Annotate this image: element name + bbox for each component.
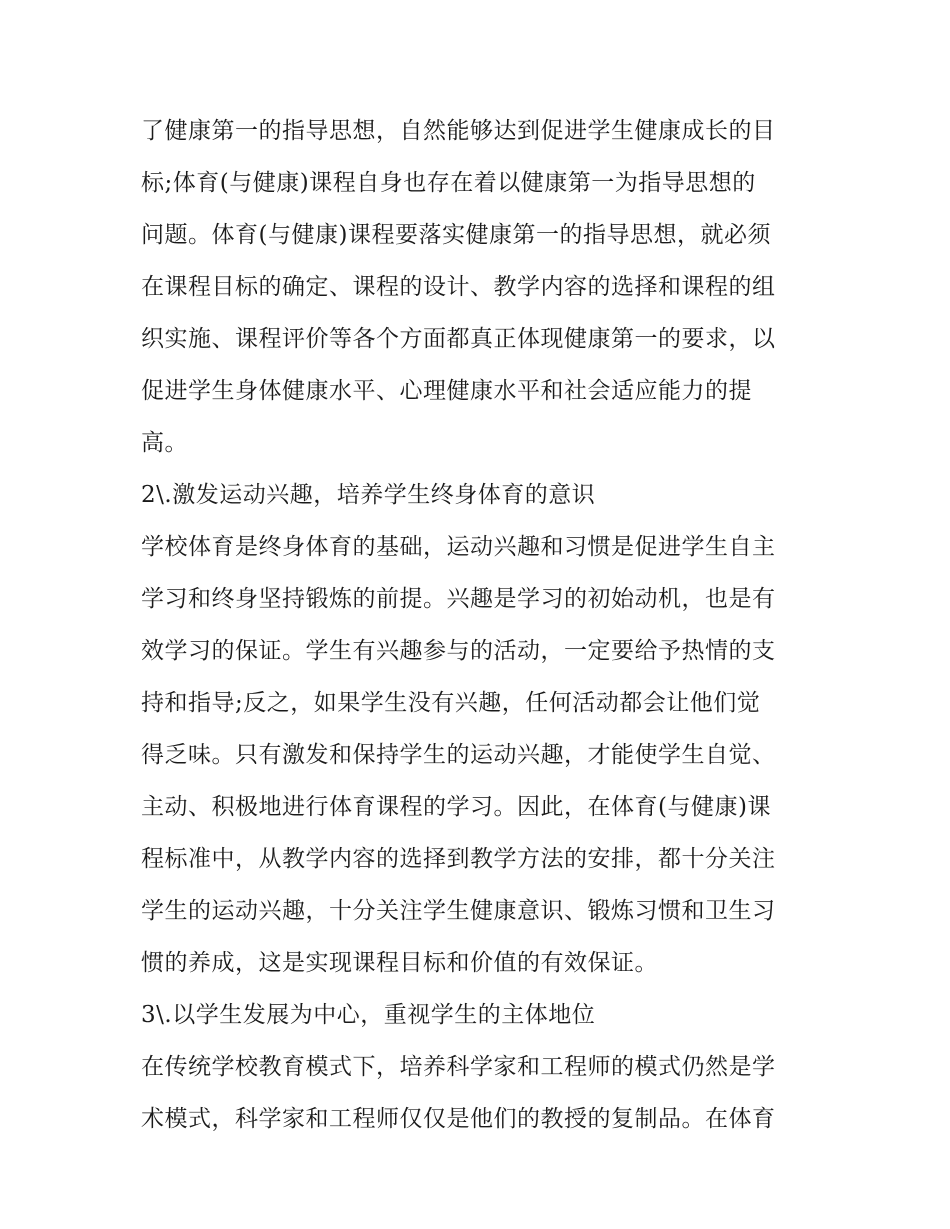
text-line: 标;体育(与健康)课程自身也存在着以健康第一为指导思想的	[141, 170, 756, 196]
text-line: 主动、积极地进行体育课程的学习。因此，在体育(与健康)课	[141, 794, 771, 820]
text-line: 促进学生身体健康水平、心理健康水平和社会适应能力的提	[141, 378, 752, 404]
text-line: 了健康第一的指导思想，自然能够达到促进学生健康成长的目	[141, 118, 776, 144]
text-line: 在课程目标的确定、课程的设计、教学内容的选择和课程的组	[141, 274, 776, 300]
section-heading: 2\.激发运动兴趣，培养学生终身体育的意识	[141, 482, 596, 508]
text-line: 在传统学校教育模式下，培养科学家和工程师的模式仍然是学	[141, 1054, 776, 1080]
text-line: 学校体育是终身体育的基础，运动兴趣和习惯是促进学生自主	[141, 534, 776, 560]
text-line: 程标准中，从教学内容的选择到教学方法的安排，都十分关注	[141, 846, 776, 872]
text-line: 得乏味。只有激发和保持学生的运动兴趣，才能使学生自觉、	[141, 742, 776, 768]
text-line: 问题。体育(与健康)课程要落实健康第一的指导思想，就必须	[141, 222, 771, 248]
body-text	[141, 108, 821, 1148]
text-line: 织实施、课程评价等各个方面都真正体现健康第一的要求，以	[141, 326, 776, 352]
text-line: 高。	[141, 430, 188, 456]
text-line: 学生的运动兴趣，十分关注学生健康意识、锻炼习惯和卫生习	[141, 898, 776, 924]
text-line: 学习和终身坚持锻炼的前提。兴趣是学习的初始动机，也是有	[141, 586, 776, 612]
text-line: 术模式，科学家和工程师仅仅是他们的教授的复制品。在体育	[141, 1106, 776, 1132]
text-line: 惯的养成，这是实现课程目标和价值的有效保证。	[141, 950, 658, 976]
section-heading: 3\.以学生发展为中心，重视学生的主体地位	[141, 1002, 596, 1028]
text-line: 效学习的保证。学生有兴趣参与的活动，一定要给予热情的支	[141, 638, 776, 664]
text-line: 持和指导;反之，如果学生没有兴趣，任何活动都会让他们觉	[141, 690, 761, 716]
